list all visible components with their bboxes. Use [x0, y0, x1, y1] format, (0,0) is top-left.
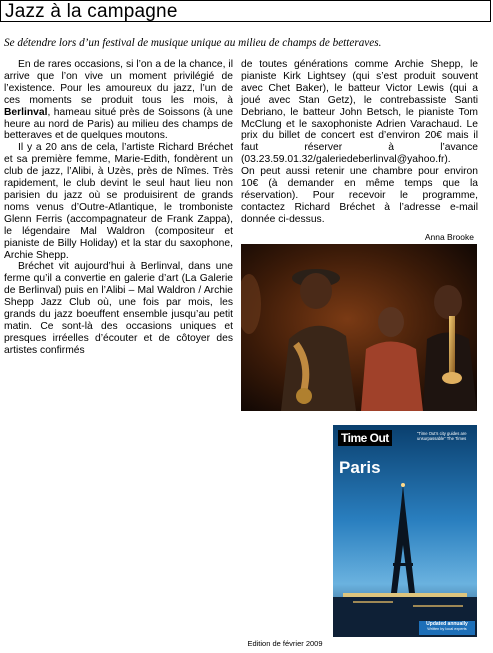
author-credit: Anna Brooke — [424, 232, 474, 242]
article-subtitle: Se détendre lors d’un festival de musique unique au milieu de champs de betteraves. — [4, 37, 382, 49]
book-cover-illustration — [333, 425, 477, 637]
paragraph-text: En de rares occasions, si l’on a de la chance, il arrive que l’on vive un moment privilégié de l’existence. Pour les amoureux du jazz, l’un de ces moments se produit tous les mois, à — [4, 59, 233, 106]
paragraph-text: , hameau situé près de Soissons (à une heure au nord de Paris) au milieu des champs de betteraves et de quelques moutons. — [4, 106, 233, 142]
paragraph: On peut aussi retenir une chambre pour environ 10€ (à demander en même temps que la réservation). Pour recevoir le programme, contactez Richard Bréchet à l’adresse e-mail donnée ci-dessus. — [241, 166, 478, 225]
paragraph: de toutes générations comme Archie Shepp, le pianiste Kirk Lightsey (qui s’est produit souvent avec Chet Baker), le batteur Victor Lewis (qui a joué avec Stan Getz), le contrebassiste Santi Debriano, le batteur John Betsch, le pianiste Tom McClung et le saxophoniste Adrien Varachaud. Le prix du billet de concert est d’environ 20€ mais il faut réserver à l’avance (03.23.59.01.32/galeriedeberlinval@yahoo.fr). — [241, 59, 478, 166]
time-out-paris-book-cover — [333, 425, 477, 637]
edition-date: Edition de février 2009 — [247, 639, 323, 648]
time-out-logo: Time Out — [338, 430, 392, 446]
article-title: Jazz à la campagne — [0, 0, 491, 22]
badge-line-1: Updated annually — [426, 621, 468, 627]
updated-badge — [419, 621, 475, 635]
paragraph: Bréchet vit aujourd’hui à Berlinval, dans une ferme qu’il a convertie en galerie d’art (La Galerie de Berlinval) puis en l’Alibi – Mal Waldron / Archie Shepp Jazz Club où, une fois par mois, les grands du jazz boeuffent ensemble jusqu’au petit matin. Ce sont-là des occasions uniques et presques irréelles d’écouter et de côtoyer des artistes confirmés — [4, 261, 233, 356]
paragraph — [4, 59, 233, 142]
place-name: Berlinval — [4, 106, 48, 118]
article-column-2 — [241, 59, 478, 226]
cover-blurb: “Time Out’s city guides are unsurpassable” The Times — [417, 431, 467, 441]
article-column-1 — [4, 59, 233, 357]
photo-illustration — [241, 244, 477, 411]
badge-line-2: Written by local experts — [427, 627, 467, 631]
jazz-musicians-photo — [241, 244, 477, 411]
paragraph: Il y a 20 ans de cela, l’artiste Richard Bréchet et sa première femme, Marie-Edith, fondèrent un club de jazz, l’Alibi, à Uzès, près de Nîmes. Très rapidement, le club devint le seul haut lieu non parisien du jazz où se produisirent de grands noms venus d’Outre-Atlantique, le tromboniste Glenn Ferris (accompagnateur de Frank Zappa), le légendaire Mal Waldron (compositeur et pianiste de Billy Holiday) et la star du saxophone, Archie Shepp. — [4, 142, 233, 261]
cover-city-title: Paris — [339, 458, 381, 477]
